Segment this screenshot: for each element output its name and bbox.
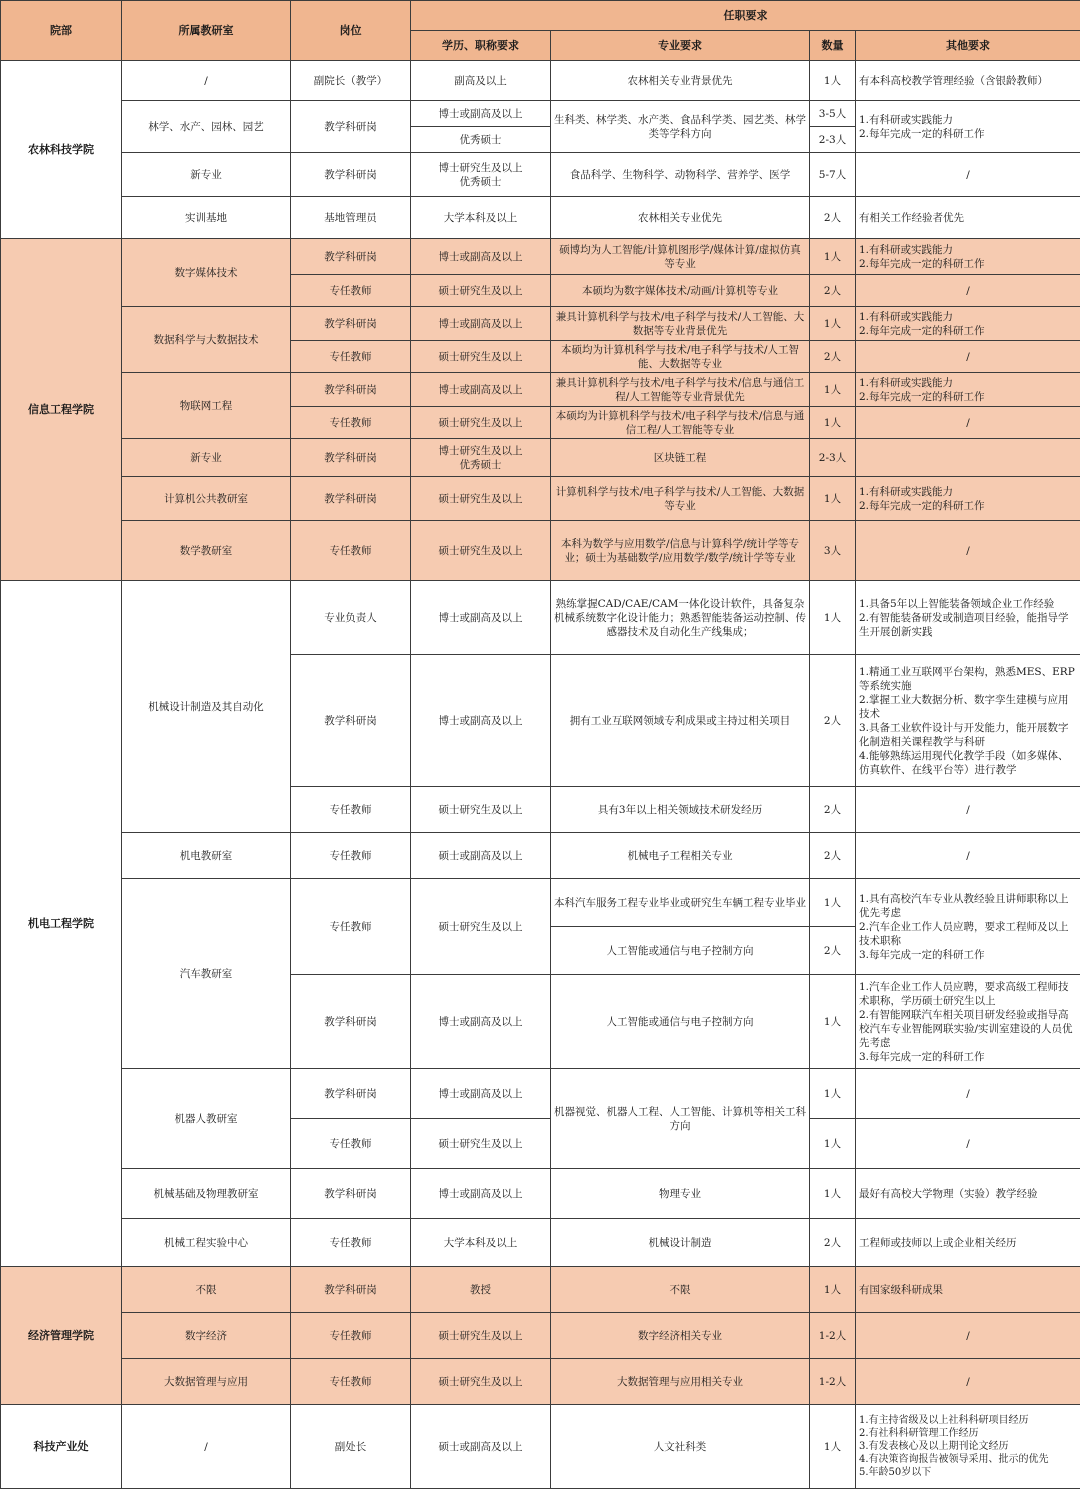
other-cell: / [856,1313,1080,1359]
count-cell: 2-3人 [810,127,856,153]
table-row [1,61,1080,101]
major-cell: 兼具计算机科学与技术/电子科学与技术/人工智能、大数据等专业背景优先 [551,307,810,341]
position-cell: 副处长 [291,1405,411,1489]
dept-cell: 信息工程学院 [1,239,122,581]
major-cell: 人文社科类 [551,1405,810,1489]
major-cell: 熟练掌握CAD/CAE/CAM一体化设计软件，具备复杂机械系统数字化设计能力；熟悉智能装备运动控制、传感器技术及自动化生产线集成； [551,581,810,655]
table-row [1,477,1080,521]
education-cell: 硕士研究生及以上 [411,787,551,833]
office-cell: 新专业 [122,153,291,197]
other-cell: 1.精通工业互联网平台架构，熟悉MES、ERP等系统实施 2.掌握工业大数据分析、数字孪生建模与应用技术 3.具备工业软件设计与开发能力，能开展数字化制造相关课程教学与科研 4.能够熟练运用现代化教学手段（如多媒体、仿真软件、在线平台等）进行教学 [856,655,1080,787]
education-cell: 博士研究生及以上 优秀硕士 [411,439,551,477]
count-cell: 1人 [810,1267,856,1313]
education-cell: 硕士研究生及以上 [411,407,551,439]
other-cell: 1.有主持省级及以上社科科研项目经历 2.有社科科研管理工作经历 3.有发表核心及以上期刊论文经历 4.有决策咨询报告被领导采用、批示的优先 5.年龄50岁以下 [856,1405,1080,1489]
position-cell: 专任教师 [291,1359,411,1405]
table-row [1,101,1080,127]
table-row [1,1405,1080,1489]
office-cell: 机械基础及物理教研室 [122,1169,291,1219]
position-cell: 教学科研岗 [291,1069,411,1119]
major-cell: 人工智能或通信与电子控制方向 [551,975,810,1069]
count-cell: 1-2人 [810,1359,856,1405]
count-cell: 1人 [810,373,856,407]
header-office: 所属教研室 [122,1,291,61]
position-cell: 教学科研岗 [291,1169,411,1219]
office-cell: 林学、水产、园林、园艺 [122,101,291,153]
position-cell: 教学科研岗 [291,975,411,1069]
position-cell: 教学科研岗 [291,307,411,341]
major-cell: 农林相关专业背景优先 [551,61,810,101]
count-cell: 2人 [810,655,856,787]
other-cell: 1.有科研或实践能力 2.每年完成一定的科研工作 [856,239,1080,275]
other-cell: 1.有科研或实践能力 2.每年完成一定的科研工作 [856,373,1080,407]
count-cell: 2人 [810,341,856,373]
office-cell: / [122,1405,291,1489]
position-cell: 教学科研岗 [291,373,411,407]
major-cell: 不限 [551,1267,810,1313]
office-cell: 大数据管理与应用 [122,1359,291,1405]
education-cell: 博士或副高及以上 [411,1069,551,1119]
education-cell: 大学本科及以上 [411,197,551,239]
office-cell: 物联网工程 [122,373,291,439]
position-cell: 专业负责人 [291,581,411,655]
other-cell: 1.有科研或实践能力 2.每年完成一定的科研工作 [856,101,1080,153]
major-cell: 大数据管理与应用相关专业 [551,1359,810,1405]
header-requirements: 任职要求 [411,1,1080,31]
position-cell: 专任教师 [291,275,411,307]
other-cell: / [856,407,1080,439]
position-cell: 教学科研岗 [291,1267,411,1313]
education-cell: 博士或副高及以上 [411,655,551,787]
count-cell: 3人 [810,521,856,581]
other-cell: 最好有高校大学物理（实验）教学经验 [856,1169,1080,1219]
count-cell: 1人 [810,477,856,521]
other-cell: / [856,275,1080,307]
table-row [1,1313,1080,1359]
office-cell: 机械设计制造及其自动化 [122,581,291,833]
major-cell: 区块链工程 [551,439,810,477]
major-cell: 物理专业 [551,1169,810,1219]
other-cell: 有本科高校教学管理经验（含银龄教师） [856,61,1080,101]
position-cell: 专任教师 [291,1119,411,1169]
education-cell: 硕士研究生及以上 [411,521,551,581]
position-cell: 教学科研岗 [291,655,411,787]
count-cell: 3-5人 [810,101,856,127]
dept-cell: 经济管理学院 [1,1267,122,1405]
major-cell: 本硕均为计算机科学与技术/电子科学与技术/信息与通信工程/人工智能等专业 [551,407,810,439]
position-cell: 教学科研岗 [291,239,411,275]
other-cell: / [856,1359,1080,1405]
office-cell: 机电教研室 [122,833,291,879]
table-row [1,1169,1080,1219]
table-row [1,197,1080,239]
major-cell: 生科类、林学类、水产类、食品科学类、园艺类、林学类等学科方向 [551,101,810,153]
count-cell: 1人 [810,581,856,655]
count-cell: 1人 [810,879,856,927]
position-cell: 专任教师 [291,407,411,439]
position-cell: 基地管理员 [291,197,411,239]
education-cell: 博士研究生及以上 优秀硕士 [411,153,551,197]
education-cell: 教授 [411,1267,551,1313]
office-cell: 新专业 [122,439,291,477]
position-cell: 专任教师 [291,879,411,975]
other-cell: / [856,787,1080,833]
position-cell: 专任教师 [291,1219,411,1267]
header-education: 学历、职称要求 [411,31,551,61]
major-cell: 机械设计制造 [551,1219,810,1267]
major-cell: 本科汽车服务工程专业毕业或研究生车辆工程专业毕业 [551,879,810,927]
table-row [1,373,1080,407]
count-cell: 1人 [810,1169,856,1219]
position-cell: 专任教师 [291,341,411,373]
header-dept: 院部 [1,1,122,61]
office-cell: / [122,61,291,101]
education-cell: 硕士研究生及以上 [411,1359,551,1405]
office-cell: 汽车教研室 [122,879,291,1069]
count-cell: 1人 [810,1119,856,1169]
other-cell: 有相关工作经验者优先 [856,197,1080,239]
education-cell: 博士或副高及以上 [411,581,551,655]
table-row [1,879,1080,927]
table-row [1,1069,1080,1119]
education-cell: 博士或副高及以上 [411,975,551,1069]
table-row [1,153,1080,197]
education-cell: 博士或副高及以上 [411,239,551,275]
education-cell: 大学本科及以上 [411,1219,551,1267]
major-cell: 机器视觉、机器人工程、人工智能、计算机等相关工科方向 [551,1069,810,1169]
education-cell: 硕士研究生及以上 [411,1119,551,1169]
education-cell: 博士或副高及以上 [411,373,551,407]
major-cell: 拥有工业互联网领域专利成果或主持过相关项目 [551,655,810,787]
position-cell: 专任教师 [291,787,411,833]
other-cell: 工程师或技师以上或企业相关经历 [856,1219,1080,1267]
table-row [1,307,1080,341]
education-cell: 副高及以上 [411,61,551,101]
count-cell: 1人 [810,975,856,1069]
office-cell: 数据科学与大数据技术 [122,307,291,373]
education-cell: 博士或副高及以上 [411,307,551,341]
dept-cell: 机电工程学院 [1,581,122,1267]
count-cell: 2人 [810,787,856,833]
count-cell: 2人 [810,833,856,879]
major-cell: 农林相关专业优先 [551,197,810,239]
header-major: 专业要求 [551,31,810,61]
major-cell: 本硕均为计算机科学与技术/电子科学与技术/人工智能、大数据等专业 [551,341,810,373]
header-count: 数量 [810,31,856,61]
count-cell: 1-2人 [810,1313,856,1359]
education-cell: 硕士研究生及以上 [411,879,551,975]
count-cell: 1人 [810,61,856,101]
office-cell: 计算机公共教研室 [122,477,291,521]
education-cell: 硕士或副高及以上 [411,833,551,879]
count-cell: 1人 [810,1405,856,1489]
table-row [1,1267,1080,1313]
other-cell: / [856,833,1080,879]
position-cell: 副院长（教学） [291,61,411,101]
other-cell: / [856,153,1080,197]
count-cell: 1人 [810,1069,856,1119]
position-cell: 教学科研岗 [291,153,411,197]
education-cell: 硕士研究生及以上 [411,1313,551,1359]
education-cell: 优秀硕士 [411,127,551,153]
table-row [1,521,1080,581]
count-cell: 5-7人 [810,153,856,197]
header-position: 岗位 [291,1,411,61]
count-cell: 1人 [810,239,856,275]
education-cell: 硕士研究生及以上 [411,477,551,521]
count-cell: 2人 [810,927,856,975]
position-cell: 专任教师 [291,833,411,879]
office-cell: 不限 [122,1267,291,1313]
office-cell: 机器人教研室 [122,1069,291,1169]
office-cell: 数学教研室 [122,521,291,581]
education-cell: 博士或副高及以上 [411,101,551,127]
table-row [1,581,1080,655]
count-cell: 2人 [810,197,856,239]
count-cell: 2人 [810,275,856,307]
office-cell: 机械工程实验中心 [122,1219,291,1267]
table-row [1,833,1080,879]
position-cell: 教学科研岗 [291,439,411,477]
other-cell: / [856,521,1080,581]
major-cell: 兼具计算机科学与技术/电子科学与技术/信息与通信工程/人工智能等专业背景优先 [551,373,810,407]
dept-cell: 农林科技学院 [1,61,122,239]
major-cell: 计算机科学与技术/电子科学与技术/人工智能、大数据等专业 [551,477,810,521]
other-cell: 有国家级科研成果 [856,1267,1080,1313]
table-row [1,1219,1080,1267]
major-cell: 数字经济相关专业 [551,1313,810,1359]
count-cell: 1人 [810,307,856,341]
major-cell: 硕博均为人工智能/计算机图形学/媒体计算/虚拟仿真等专业 [551,239,810,275]
other-cell: 1.有科研或实践能力 2.每年完成一定的科研工作 [856,307,1080,341]
other-cell: / [856,1069,1080,1119]
major-cell: 人工智能或通信与电子控制方向 [551,927,810,975]
other-cell: 1.具备5年以上智能装备领域企业工作经验 2.有智能装备研发或制造项目经验，能指导学生开展创新实践 [856,581,1080,655]
education-cell: 硕士研究生及以上 [411,341,551,373]
other-cell: / [856,341,1080,373]
position-cell: 教学科研岗 [291,477,411,521]
major-cell: 具有3年以上相关领域技术研发经历 [551,787,810,833]
other-cell [856,439,1080,477]
other-cell: 1.具有高校汽车专业从教经验且讲师职称以上优先考虑 2.汽车企业工作人员应聘，要求工程师及以上技术职称 3.每年完成一定的科研工作 [856,879,1080,975]
header-other: 其他要求 [856,31,1080,61]
education-cell: 博士或副高及以上 [411,1169,551,1219]
count-cell: 1人 [810,407,856,439]
count-cell: 2-3人 [810,439,856,477]
office-cell: 实训基地 [122,197,291,239]
dept-cell: 科技产业处 [1,1405,122,1489]
position-cell: 教学科研岗 [291,101,411,153]
position-cell: 专任教师 [291,521,411,581]
table-row [1,239,1080,275]
table-row [1,439,1080,477]
office-cell: 数字经济 [122,1313,291,1359]
education-cell: 硕士研究生及以上 [411,275,551,307]
other-cell: 1.汽车企业工作人员应聘，要求高级工程师技术职称，学历硕士研究生以上 2.有智能网联汽车相关项目研发经验或指导高校汽车专业智能网联实验/实训室建设的人员优先考虑 3.每年完成一定的科研工作 [856,975,1080,1069]
major-cell: 机械电子工程相关专业 [551,833,810,879]
major-cell: 本科为数学与应用数学/信息与计算科学/统计学等专业；硕士为基础数学/应用数学/数学/统计学等专业 [551,521,810,581]
count-cell: 2人 [810,1219,856,1267]
position-cell: 专任教师 [291,1313,411,1359]
other-cell: 1.有科研或实践能力 2.每年完成一定的科研工作 [856,477,1080,521]
table-row [1,1359,1080,1405]
other-cell: / [856,1119,1080,1169]
education-cell: 硕士或副高及以上 [411,1405,551,1489]
major-cell: 本硕均为数字媒体技术/动画/计算机等专业 [551,275,810,307]
major-cell: 食品科学、生物科学、动物科学、营养学、医学 [551,153,810,197]
office-cell: 数字媒体技术 [122,239,291,307]
